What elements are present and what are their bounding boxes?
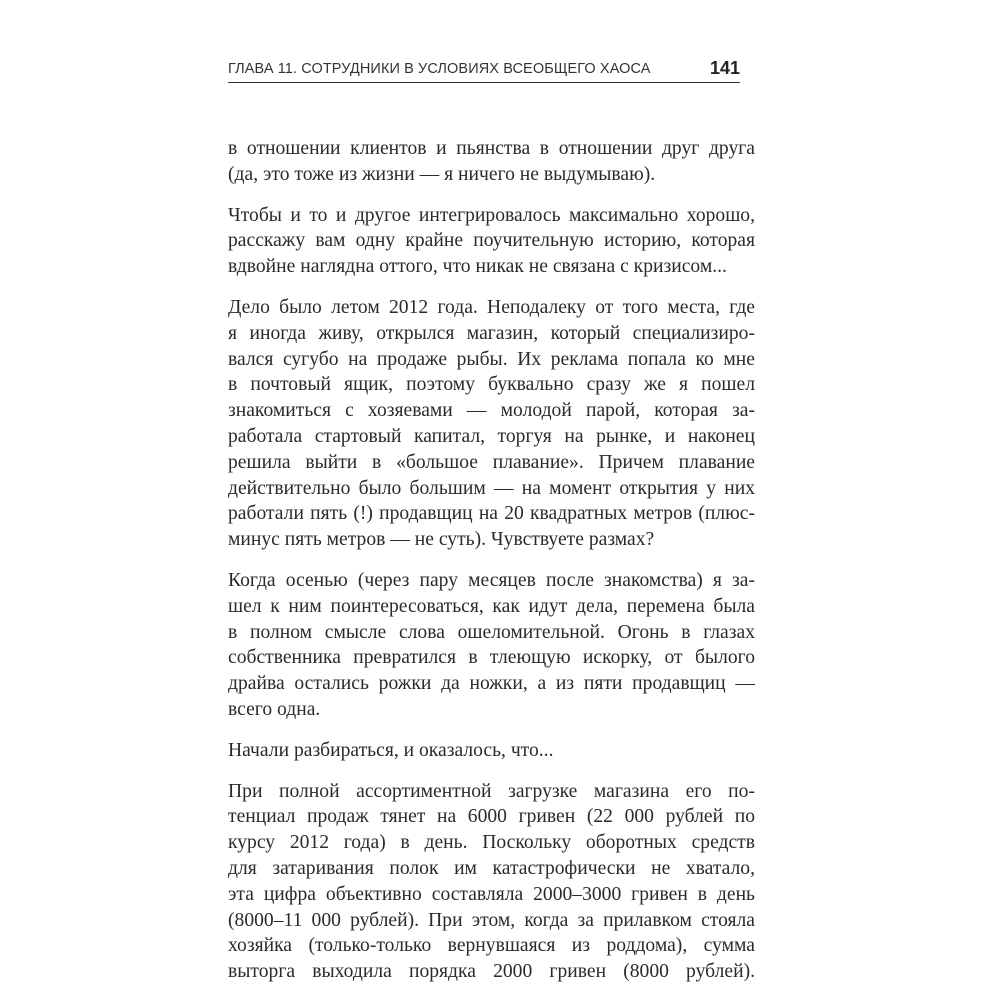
text-line: действительно было большим — на момент открытия у них — [228, 477, 755, 499]
text-line: работали пять (!) продавщиц на 20 квадратных метров (плюс- — [228, 503, 755, 525]
text-line: Когда осенью (через пару месяцев после знакомства) я за- — [228, 569, 755, 591]
text-line: в почтовый ящик, поэтому буквально сразу же я пошел — [228, 374, 755, 396]
text-line: тенциал продаж тянет на 6000 гривен (22 000 рублей по — [228, 806, 755, 828]
text-line: драйва остались рожки да ножки, а из пяти продавщиц — — [228, 673, 755, 695]
text-line: Дело было летом 2012 года. Неподалеку от того места, где — [228, 296, 755, 318]
text-line: работала стартовый капитал, торгуя на рынке, и наконец — [228, 425, 755, 447]
text-line: решила выйти в «большое плавание». Причем плавание — [228, 451, 755, 473]
text-line: в отношении клиентов и пьянства в отношении друг друга — [228, 138, 755, 159]
text-line: хозяйка (только-только вернувшаяся из роддома), сумма — [228, 935, 755, 957]
text-line: (да, это тоже из жизни — я ничего не выдумываю). — [228, 163, 656, 185]
running-title: ГЛАВА 11. СОТРУДНИКИ В УСЛОВИЯХ ВСЕОБЩЕГО ХАОСА — [228, 61, 651, 77]
text-line: При полной ассортиментной загрузке магазина его по- — [228, 780, 755, 802]
paragraph — [228, 136, 755, 188]
text-line: шел к ним поинтересоваться, как идут дела, перемена была — [228, 595, 755, 617]
text-line: в полном смысле слова ошеломительной. Огонь в глазах — [228, 621, 755, 643]
text-line: вался сугубо на продаже рыбы. Их реклама попала ко мне — [228, 348, 755, 370]
body-text — [228, 136, 755, 1000]
text-line: курсу 2012 года) в день. Поскольку оборотных средств — [228, 832, 755, 854]
paragraph — [228, 779, 755, 985]
text-line: я иногда живу, открылся магазин, который специализиро- — [228, 322, 755, 344]
running-header — [228, 58, 740, 83]
paragraph — [228, 203, 755, 280]
page-number: 141 — [709, 58, 740, 78]
text-line: Чтобы и то и другое интегрировалось максимально хорошо, — [228, 204, 755, 226]
text-line: знакомиться с хозяевами — молодой парой, которая за- — [228, 400, 755, 422]
paragraph — [228, 568, 755, 723]
paragraph — [228, 295, 755, 553]
text-line: для затаривания полок им катастрофически не хватало, — [228, 857, 755, 879]
text-line: всего одна. — [228, 698, 321, 720]
text-line: собственника превратился в тлеющую искорку, от былого — [228, 647, 755, 669]
text-line: минус пять метров — не суть). Чувствуете размах? — [228, 529, 655, 551]
text-line: (8000–11 000 рублей). При этом, когда за прилавком стояла — [228, 909, 755, 931]
paragraph — [228, 738, 755, 764]
text-line: выторга выходила порядка 2000 гривен (8000 рублей). — [228, 961, 755, 983]
text-line: вдвойне наглядна оттого, что никак не связана с кризисом... — [228, 256, 727, 278]
text-line: Начали разбираться, и оказалось, что... — [228, 739, 554, 761]
text-line: эта цифра объективно составляла 2000–3000 гривен в день — [228, 883, 755, 905]
text-line: расскажу вам одну крайне поучительную историю, которая — [228, 230, 755, 252]
